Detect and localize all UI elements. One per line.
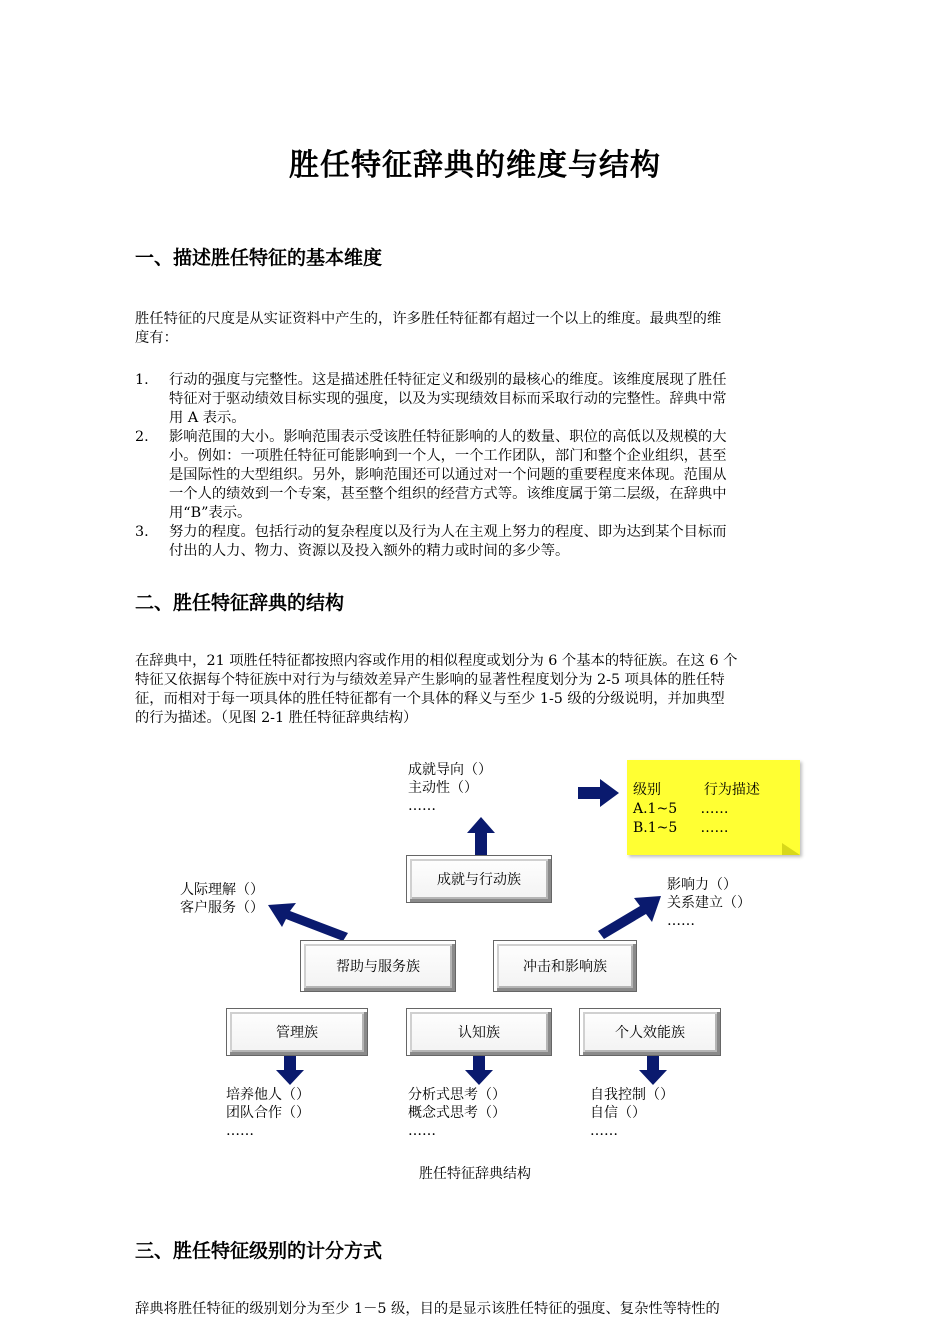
list-line: 影响范围的大小。影响范围表示受该胜任特征影响的人的数量、职位的高低以及规模的大: [169, 429, 727, 445]
list-line: 特征对于驱动绩效目标实现的强度，以及为实现绩效目标而采取行动的完整性。辞典中常: [169, 391, 727, 407]
list-entry: 培养他人（）: [226, 1087, 310, 1103]
right-arrow-icon: [578, 778, 620, 808]
bottom-left-list: [226, 1086, 310, 1140]
note-col2-header: 行为描述: [703, 782, 760, 798]
list-number: 1.: [135, 372, 149, 388]
list-entry: 关系建立（）: [667, 895, 751, 911]
bottom-right-list: [590, 1086, 674, 1140]
list-entry: 概念式思考（）: [408, 1105, 506, 1121]
down-arrow-icon: [275, 1056, 305, 1086]
list-entry: 自信（）: [590, 1105, 646, 1121]
section-heading-1: 一、描述胜任特征的基本维度: [135, 247, 383, 269]
list-line: 是国际性的大型组织。另外，影响范围还可以通过对一个问题的重要程度来体现。范围从: [169, 467, 727, 483]
list-item: [135, 428, 821, 523]
box-help: 帮助与服务族: [300, 940, 456, 992]
note-row: [633, 819, 728, 837]
box-achievement: 成就与行动族: [406, 855, 552, 903]
level-note: [627, 760, 800, 855]
section-heading-2: 二、胜任特征辞典的结构: [135, 592, 345, 614]
page-title: 胜任特征辞典的维度与结构: [289, 148, 661, 183]
list-item: [135, 371, 821, 428]
list-line: 努力的程度。包括行动的复杂程度以及行为人在主观上努力的程度、即为达到某个目标而: [169, 524, 727, 540]
para-line: 在辞典中，21 项胜任特征都按照内容或作用的相似程度或划分为 6 个基本的特征族。在这 6 个: [135, 653, 738, 669]
para-line: 特征又依据每个特征族中对行为与绩效差异产生影响的显著性程度划分为 2-5 项具体的胜任特: [135, 672, 725, 688]
list-entry: ……: [226, 1123, 254, 1139]
list-line: 付出的人力、物力、资源以及投入额外的精力或时间的多少等。: [169, 543, 570, 559]
list-entry: 成就导向（）: [408, 762, 492, 778]
section2-paragraph: [135, 652, 821, 728]
list-entry: ……: [590, 1123, 618, 1139]
list-entry: 分析式思考（）: [408, 1087, 506, 1103]
list-entry: ……: [408, 798, 436, 814]
note-desc: ……: [700, 801, 729, 817]
box-personal: 个人效能族: [579, 1008, 721, 1056]
list-entry: 自我控制（）: [590, 1087, 674, 1103]
bottom-mid-list: [408, 1086, 506, 1140]
diagram-caption: 胜任特征辞典结构: [419, 1166, 531, 1182]
list-item: [135, 523, 821, 561]
box-management: 管理族: [226, 1008, 368, 1056]
list-line: 用 A 表示。: [169, 410, 246, 426]
list-number: 3.: [135, 524, 149, 540]
note-fold: [782, 843, 800, 855]
up-arrow-icon: [466, 817, 496, 857]
intro-line: 度有：: [135, 330, 178, 346]
section1-intro: [135, 310, 821, 348]
list-entry: 影响力（）: [667, 877, 737, 893]
list-line: 用“B”表示。: [169, 505, 252, 521]
list-entry: 客户服务（）: [180, 900, 264, 916]
note-level: B.1~5: [633, 820, 678, 836]
list-entry: 人际理解（）: [180, 882, 264, 898]
box-cognitive: 认知族: [406, 1008, 552, 1056]
dimension-list: [135, 371, 821, 561]
list-line: 小。例如：一项胜任特征可能影响到一个人，一个工作团队，部门和整个企业组织，甚至: [169, 448, 727, 464]
list-number: 2.: [135, 429, 149, 445]
top-list: [408, 761, 492, 815]
list-entry: ……: [408, 1123, 436, 1139]
list-line: 一个人的绩效到一个专案，甚至整个组织的经营方式等。该维度属于第二层级，在辞典中: [169, 486, 727, 502]
list-entry: 团队合作（）: [226, 1105, 310, 1121]
para-line: 征，而相对于每一项具体的胜任特征都有一个具体的释义与至少 1-5 级的分级说明，并加典型: [135, 691, 725, 707]
note-desc: ……: [700, 820, 729, 836]
right-list: [667, 876, 751, 930]
up-right-arrow-icon: [598, 894, 662, 940]
up-left-arrow-icon: [268, 901, 350, 943]
section3-paragraph: [135, 1300, 821, 1319]
down-arrow-icon: [638, 1056, 668, 1086]
note-col1-header: 级别: [633, 782, 661, 798]
list-line: 行动的强度与完整性。这是描述胜任特征定义和级别的最核心的维度。该维度展现了胜任: [169, 372, 727, 388]
list-entry: ……: [667, 913, 695, 929]
left-list: [180, 881, 264, 917]
para-line: 的行为描述。（见图 2-1 胜任特征辞典结构）: [135, 710, 418, 726]
down-arrow-icon: [464, 1056, 494, 1086]
note-row: [633, 800, 728, 818]
intro-line: 胜任特征的尺度是从实证资料中产生的，许多胜任特征都有超过一个以上的维度。最典型的维: [135, 311, 722, 327]
para-line: 辞典将胜任特征的级别划分为至少 1－5 级，目的是显示该胜任特征的强度、复杂性等特性的: [135, 1301, 720, 1317]
box-impact: 冲击和影响族: [493, 940, 637, 992]
list-entry: 主动性（）: [408, 780, 478, 796]
section-heading-3: 三、胜任特征级别的计分方式: [135, 1240, 383, 1262]
note-header-row: [633, 781, 760, 799]
note-level: A.1~5: [633, 801, 678, 817]
